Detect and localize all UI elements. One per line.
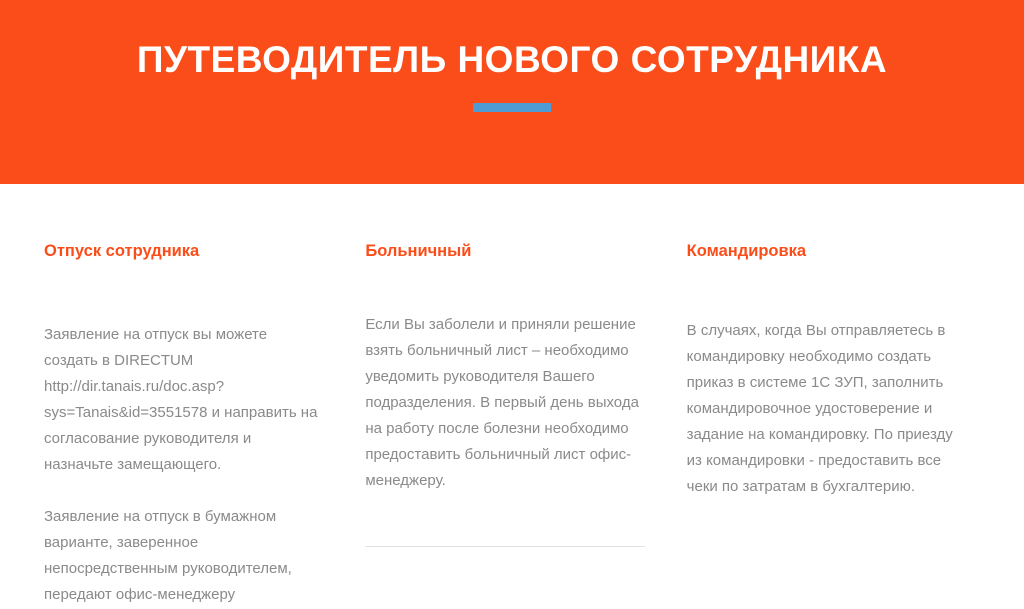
paragraph: Заявление на отпуск вы можете создать в DIRECTUM http://dir.tanais.ru/doc.asp?sys=Tanais&id=3551578 и направить на согласование руководителя и назначьте замещающего. xyxy=(44,326,318,474)
column-body xyxy=(44,322,323,608)
hero-banner xyxy=(0,0,1024,184)
paragraph: Если Вы заболели и приняли решение взять больничный лист – необходимо уведомить руководителя Вашего подразделения. В первый день выхода на работу после болезни необходимо предоставить больничный лист офис-менеджеру. xyxy=(365,316,639,490)
column-divider xyxy=(365,546,644,547)
title-underline-accent xyxy=(473,103,551,112)
paragraph: Заявление на отпуск в бумажном варианте, заверенное непосредственным руководителем, передают офис-менеджеру xyxy=(44,508,292,604)
column-body xyxy=(365,312,644,494)
paragraph: В случаях, когда Вы отправляетесь в командировку необходимо создать приказ в системе 1С ЗУП, заполнить командировочное удостоверение и задание на командировку. По приезду из командировки - предоставить все чеки по затратам в бухгалтерию. xyxy=(686,322,953,496)
column-vacation xyxy=(30,184,351,609)
column-sick-leave xyxy=(351,184,672,609)
column-title: Командировка xyxy=(686,242,807,260)
column-title: Отпуск сотрудника xyxy=(44,242,200,260)
column-body xyxy=(687,318,966,500)
column-business-trip xyxy=(673,184,994,609)
column-title: Больничный xyxy=(365,242,472,260)
content-columns xyxy=(0,184,1024,609)
page-title: ПУТЕВОДИТЕЛЬ НОВОГО СОТРУДНИКА xyxy=(136,39,888,80)
